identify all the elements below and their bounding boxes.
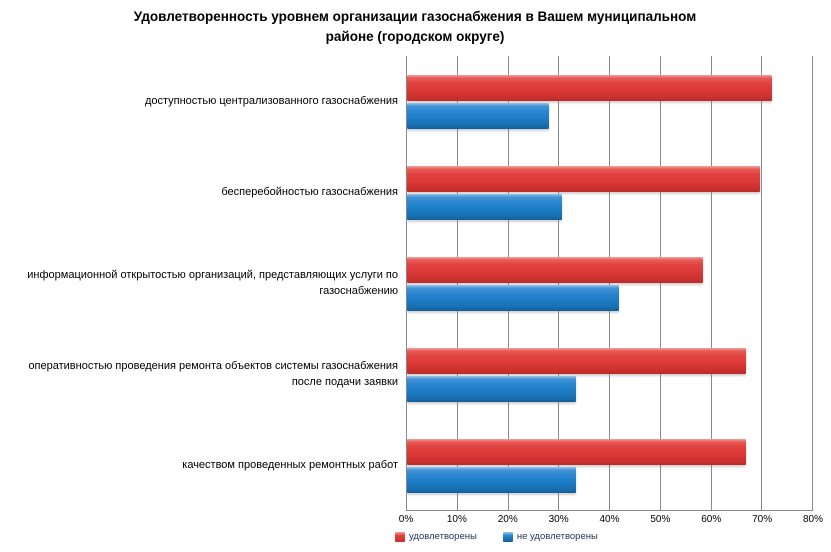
legend-item-not-satisfied: [503, 531, 598, 542]
chart-title: Удовлетворенность уровнем организации газоснабжения в Вашем муниципальном районе (городском округе): [133, 9, 697, 44]
category-label-4: качеством проведенных ремонтных работ: [182, 458, 398, 471]
legend-label: удовлетворены: [409, 531, 477, 542]
x-tick-label-0: 0%: [398, 514, 414, 525]
legend-label: не удовлетворены: [516, 531, 598, 542]
x-tick-label-5: 50%: [650, 514, 671, 525]
x-tick-label-1: 10%: [446, 514, 467, 525]
category-label-2: информационной открытостью организаций, представляющих услуги по газоснабжению: [27, 268, 398, 297]
bar-satisfied-3: [407, 348, 746, 374]
x-tick-label-8: 80%: [802, 514, 824, 525]
bar-not-satisfied-4: [407, 467, 576, 493]
bar-not-satisfied-3: [407, 376, 576, 402]
category-label-3: оперативностью проведения ремонта объектов системы газоснабжения после подачи заявки: [28, 359, 398, 388]
legend: [395, 531, 598, 542]
bar-satisfied-2: [407, 257, 703, 283]
bar-not-satisfied-0: [407, 103, 549, 129]
gridline: [812, 56, 813, 510]
category-label-0: доступностью централизованного газоснабжения: [144, 94, 398, 107]
gridline: [761, 56, 762, 510]
bar-satisfied-1: [407, 166, 760, 192]
x-tick-label-3: 30%: [548, 514, 569, 525]
category-axis: [0, 56, 398, 511]
x-axis: [398, 514, 824, 528]
plot-area: [406, 56, 813, 511]
x-tick-label-6: 60%: [701, 514, 722, 525]
category-label-1: бесперебойностью газоснабжения: [221, 185, 398, 198]
x-tick-label-4: 40%: [599, 514, 620, 525]
legend-swatch-icon: [395, 532, 405, 542]
bar-not-satisfied-2: [407, 285, 619, 311]
x-tick-label-2: 20%: [497, 514, 518, 525]
bar-not-satisfied-1: [407, 194, 562, 220]
x-tick-label-7: 70%: [752, 514, 773, 525]
legend-swatch-icon: [503, 532, 513, 542]
bar-satisfied-4: [407, 439, 746, 465]
bar-satisfied-0: [407, 75, 772, 101]
legend-item-satisfied: [395, 531, 477, 542]
